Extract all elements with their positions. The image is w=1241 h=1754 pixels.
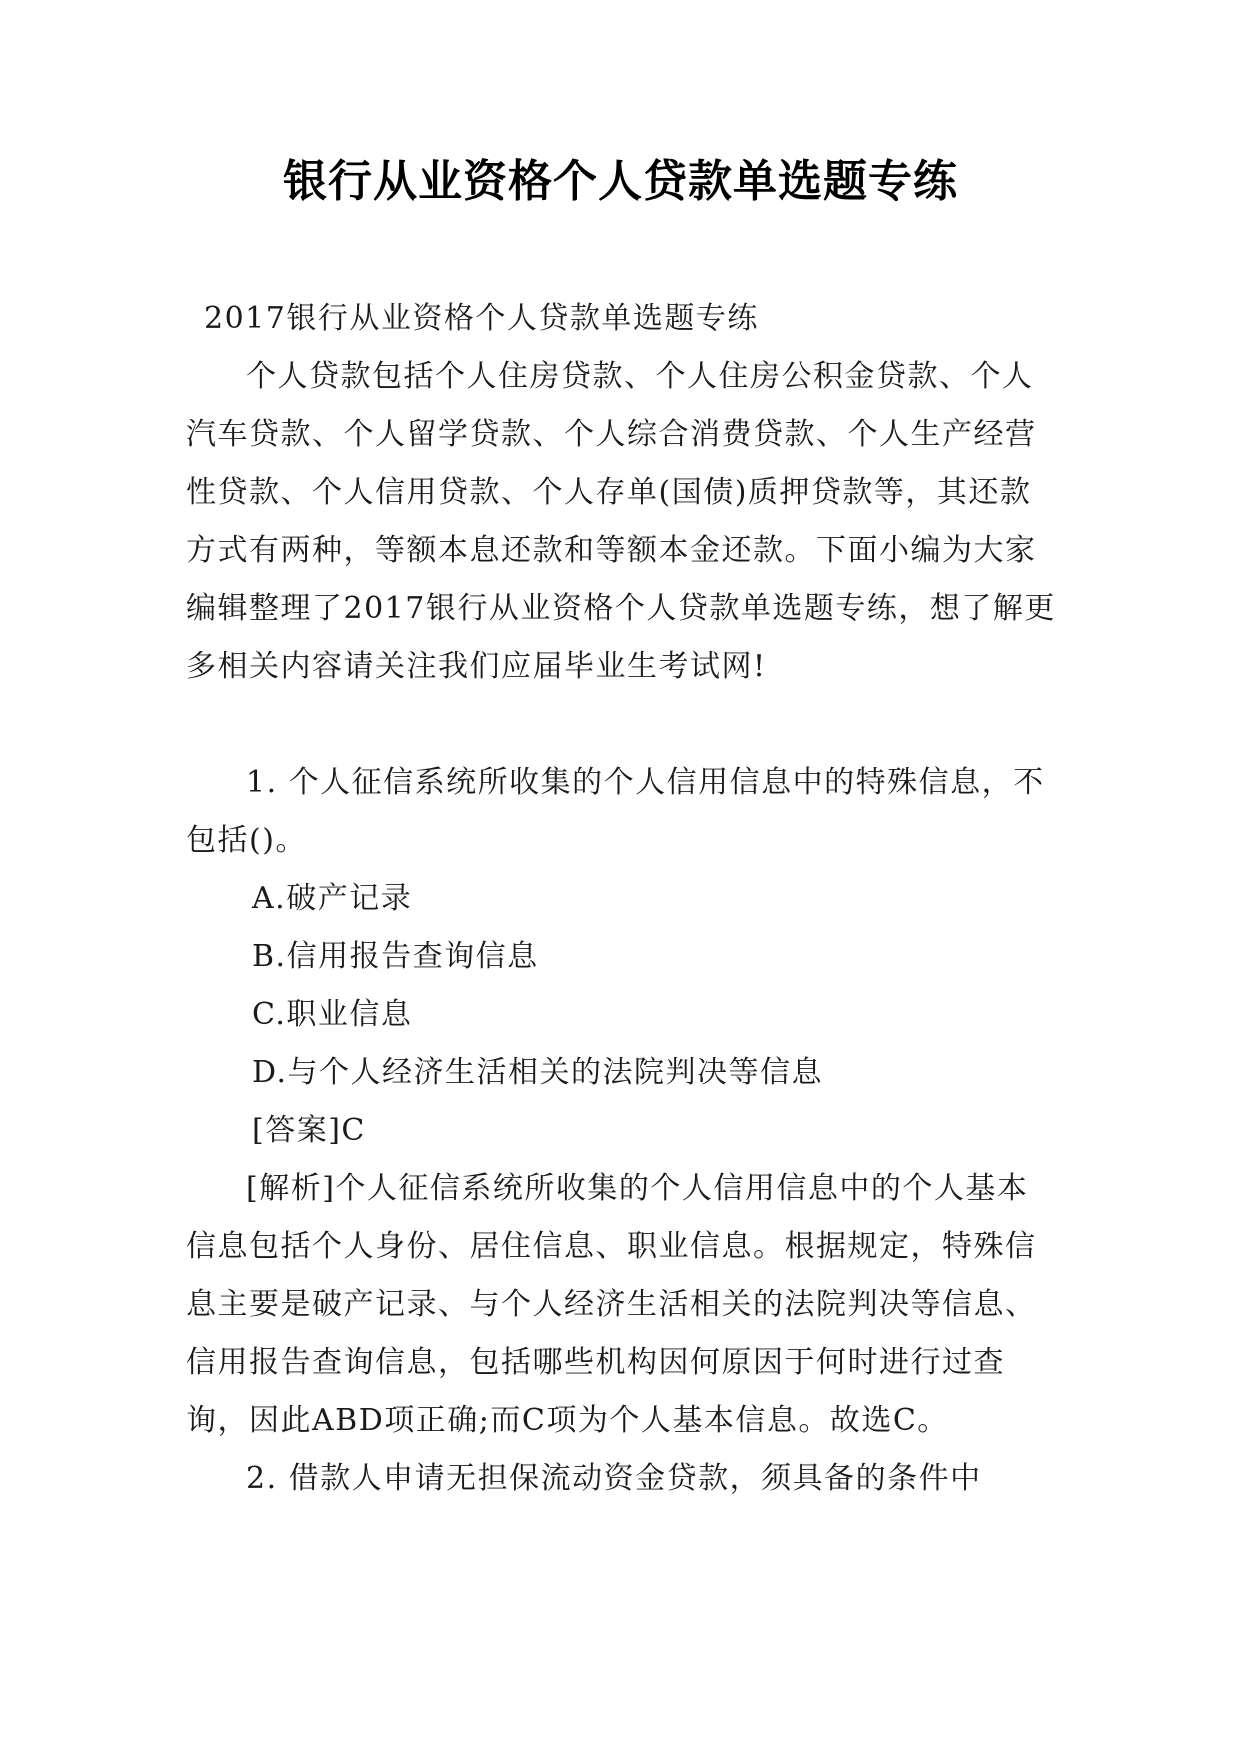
document-body [186,290,1056,1508]
question-1-option-b: B.信用报告查询信息 [252,939,539,974]
question-1-option-c: C.职业信息 [252,997,413,1032]
document-subtitle: 2017银行从业资格个人贷款单选题专练 [204,301,759,336]
question-1-analysis: [解析]个人征信系统所收集的个人信用信息中的个人基本信息包括个人身份、居住信息、职业信息。根据规定，特殊信息主要是破产记录、与个人经济生活相关的法院判决等信息、信用报告查询信息，包括哪些机构因何原因于何时进行过查询，因此ABD项正确;而C项为个人基本信息。故选C。 [186,1171,1037,1438]
question-1-answer: [答案]C [252,1113,366,1148]
paragraph-spacer [186,696,1056,754]
document-title: 银行从业资格个人贷款单选题专练 [283,156,958,207]
intro-paragraph: 个人贷款包括个人住房贷款、个人住房公积金贷款、个人汽车贷款、个人留学贷款、个人综合消费贷款、个人生产经营性贷款、个人信用贷款、个人存单(国债)质押贷款等，其还款方式有两种，等额本息还款和等额本金还款。下面小编为大家编辑整理了2017银行从业资格个人贷款单选题专练，想了解更多相关内容请关注我们应届毕业生考试网! [186,359,1056,684]
question-1-option-a: A.破产记录 [252,881,413,916]
question-1-stem: 1. 个人征信系统所收集的个人信用信息中的特殊信息，不包括()。 [186,765,1045,858]
question-2-stem: 2. 借款人申请无担保流动资金贷款，须具备的条件中 [246,1461,982,1496]
question-1-option-d: D.与个人经济生活相关的法院判决等信息 [252,1055,824,1090]
